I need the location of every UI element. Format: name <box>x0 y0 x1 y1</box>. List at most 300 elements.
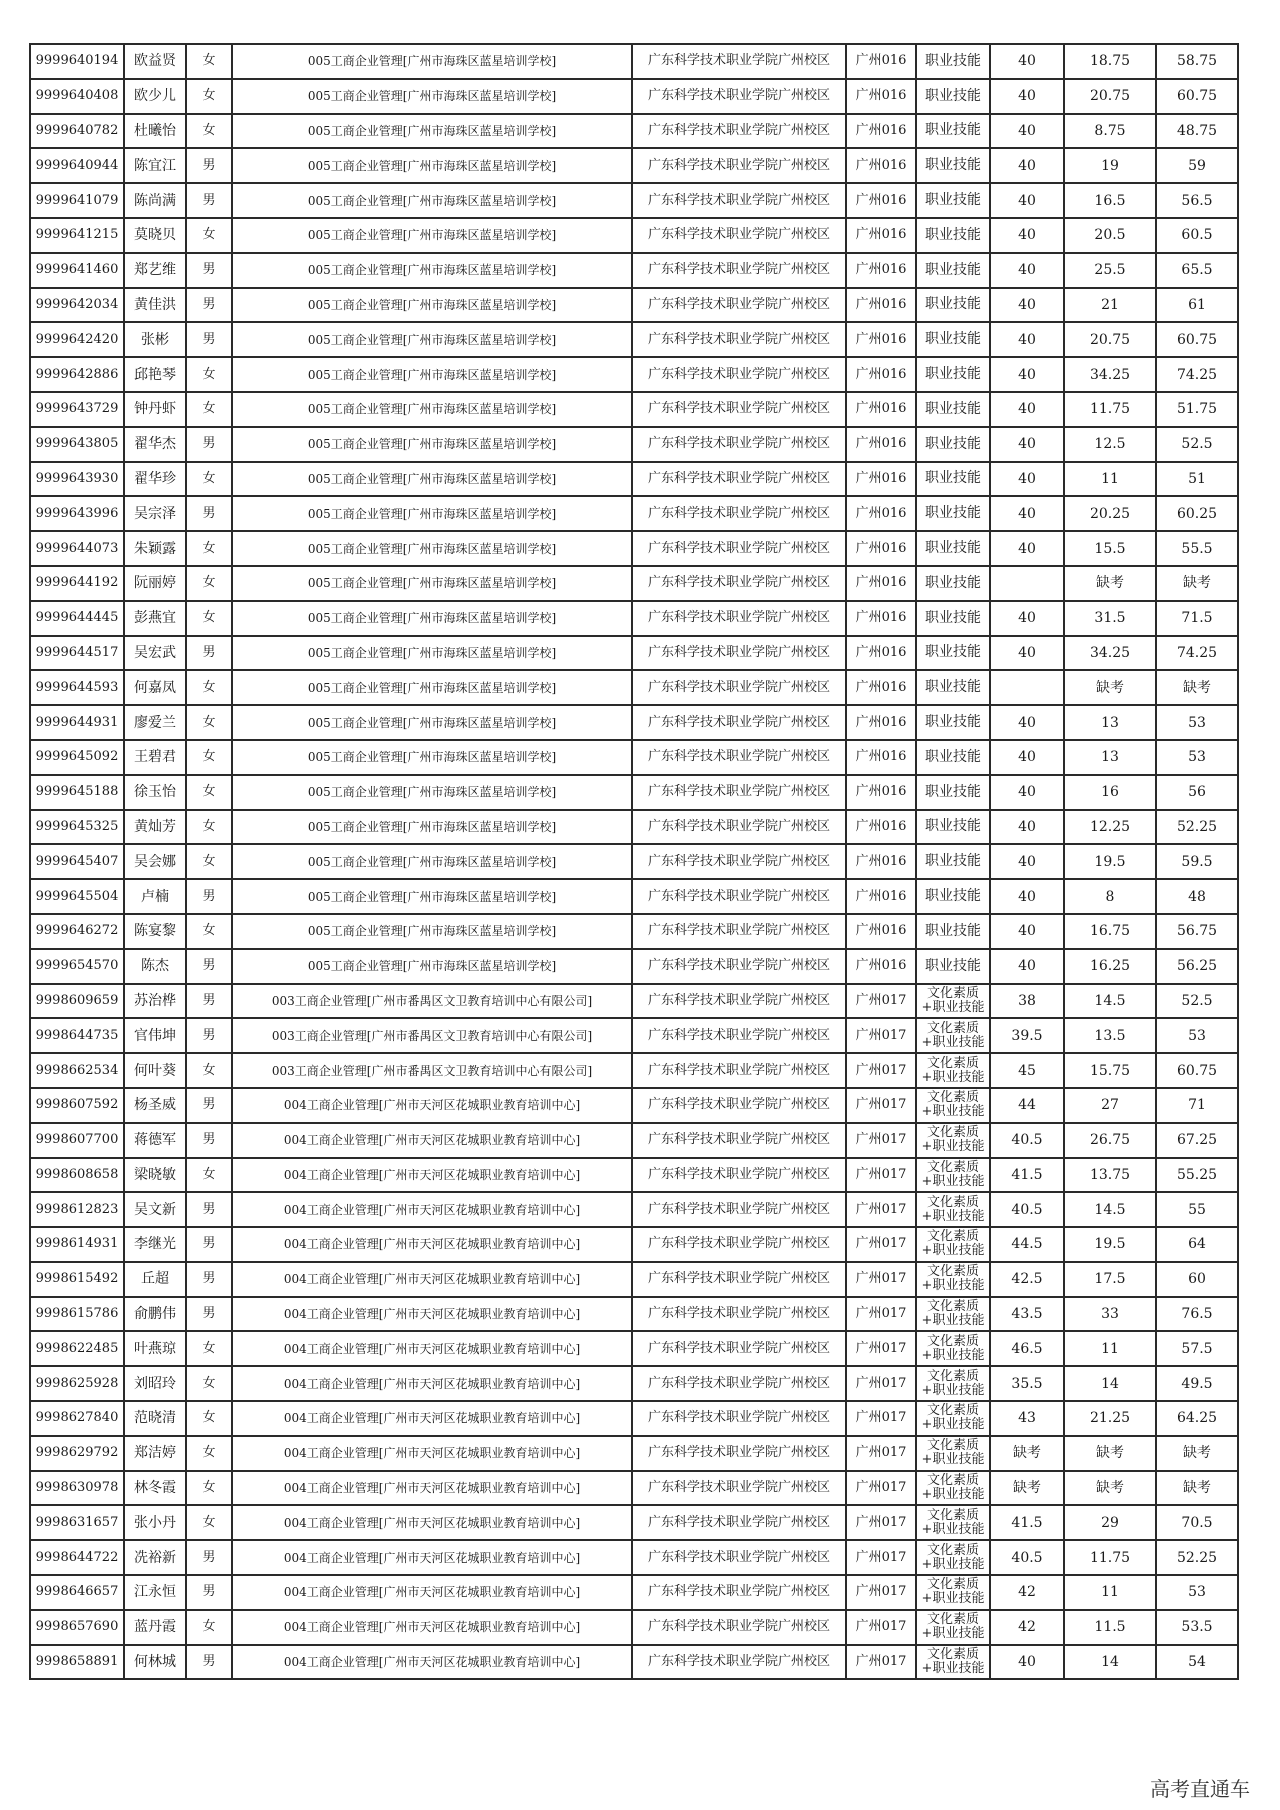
total-score-cell: 60.5 <box>1156 218 1238 253</box>
culture-score-cell: 40 <box>990 253 1064 288</box>
total-score-cell: 53.5 <box>1156 1610 1238 1645</box>
candidate-id-cell: 9998644722 <box>30 1540 124 1575</box>
major-school-cell: 005工商企业管理[广州市海珠区蓝星培训学校] <box>232 844 632 879</box>
total-score-cell: 65.5 <box>1156 253 1238 288</box>
gender-cell: 女 <box>186 357 232 392</box>
candidate-id-cell: 9999644445 <box>30 601 124 636</box>
exam-site-cell: 广东科学技术职业学院广州校区 <box>632 740 846 775</box>
table-row <box>30 148 1238 183</box>
total-score-cell: 52.5 <box>1156 427 1238 462</box>
candidate-name-cell: 莫晓贝 <box>124 218 186 253</box>
major-school-cell: 003工商企业管理[广州市番禺区文卫教育培训中心有限公司] <box>232 984 632 1019</box>
exam-room-cell: 广州017 <box>846 1192 916 1227</box>
exam-site-cell: 广东科学技术职业学院广州校区 <box>632 183 846 218</box>
gender-cell: 男 <box>186 1575 232 1610</box>
exam-site-cell: 广东科学技术职业学院广州校区 <box>632 705 846 740</box>
table-row <box>30 357 1238 392</box>
total-score-cell: 54 <box>1156 1645 1238 1680</box>
exam-site-cell: 广东科学技术职业学院广州校区 <box>632 148 846 183</box>
total-score-cell: 缺考 <box>1156 1436 1238 1471</box>
exam-room-cell: 广州016 <box>846 357 916 392</box>
gender-cell: 男 <box>186 1227 232 1262</box>
skill-score-cell: 15.5 <box>1064 531 1156 566</box>
table-row <box>30 670 1238 705</box>
exam-category-cell: 职业技能 <box>916 392 990 427</box>
culture-score-cell: 40 <box>990 879 1064 914</box>
gender-cell: 男 <box>186 496 232 531</box>
exam-room-cell: 广州017 <box>846 984 916 1019</box>
skill-score-cell: 19.5 <box>1064 844 1156 879</box>
candidate-id-cell: 9998662534 <box>30 1053 124 1088</box>
culture-score-cell: 40 <box>990 79 1064 114</box>
candidate-id-cell: 9999644593 <box>30 670 124 705</box>
candidate-name-cell: 陈宜江 <box>124 148 186 183</box>
exam-room-cell: 广州017 <box>846 1123 916 1158</box>
major-school-cell: 004工商企业管理[广州市天河区花城职业教育培训中心] <box>232 1610 632 1645</box>
major-school-cell: 004工商企业管理[广州市天河区花城职业教育培训中心] <box>232 1540 632 1575</box>
exam-category-cell: 职业技能 <box>916 914 990 949</box>
table-row <box>30 114 1238 149</box>
candidate-name-cell: 张小丹 <box>124 1505 186 1540</box>
exam-site-cell: 广东科学技术职业学院广州校区 <box>632 670 846 705</box>
exam-category-cell: 职业技能 <box>916 79 990 114</box>
major-school-cell: 004工商企业管理[广州市天河区花城职业教育培训中心] <box>232 1158 632 1193</box>
candidate-name-cell: 何叶葵 <box>124 1053 186 1088</box>
culture-score-cell: 42.5 <box>990 1262 1064 1297</box>
total-score-cell: 53 <box>1156 705 1238 740</box>
exam-site-cell: 广东科学技术职业学院广州校区 <box>632 601 846 636</box>
candidate-id-cell: 9999641460 <box>30 253 124 288</box>
gender-cell: 男 <box>186 1540 232 1575</box>
skill-score-cell: 19.5 <box>1064 1227 1156 1262</box>
candidate-id-cell: 9998612823 <box>30 1192 124 1227</box>
exam-category-cell: 文化素质+职业技能 <box>916 1331 990 1366</box>
exam-category-cell: 文化素质+职业技能 <box>916 1575 990 1610</box>
table-row <box>30 183 1238 218</box>
skill-score-cell: 20.25 <box>1064 496 1156 531</box>
exam-room-cell: 广州017 <box>846 1331 916 1366</box>
exam-category-cell: 文化素质+职业技能 <box>916 1505 990 1540</box>
major-school-cell: 003工商企业管理[广州市番禺区文卫教育培训中心有限公司] <box>232 1018 632 1053</box>
exam-site-cell: 广东科学技术职业学院广州校区 <box>632 44 846 79</box>
exam-room-cell: 广州017 <box>846 1262 916 1297</box>
exam-category-cell: 文化素质+职业技能 <box>916 1645 990 1680</box>
candidate-name-cell: 吴宗泽 <box>124 496 186 531</box>
candidate-id-cell: 9999645407 <box>30 844 124 879</box>
candidate-id-cell: 9999642886 <box>30 357 124 392</box>
table-row <box>30 566 1238 601</box>
exam-category-cell: 职业技能 <box>916 740 990 775</box>
table-row <box>30 1331 1238 1366</box>
skill-score-cell: 20.75 <box>1064 322 1156 357</box>
exam-site-cell: 广东科学技术职业学院广州校区 <box>632 1297 846 1332</box>
skill-score-cell: 27 <box>1064 1088 1156 1123</box>
table-row <box>30 914 1238 949</box>
candidate-name-cell: 刘昭玲 <box>124 1366 186 1401</box>
candidate-id-cell: 9999644192 <box>30 566 124 601</box>
skill-score-cell: 17.5 <box>1064 1262 1156 1297</box>
total-score-cell: 61 <box>1156 288 1238 323</box>
gender-cell: 女 <box>186 114 232 149</box>
table-row <box>30 392 1238 427</box>
table-row <box>30 1436 1238 1471</box>
major-school-cell: 003工商企业管理[广州市番禺区文卫教育培训中心有限公司] <box>232 1053 632 1088</box>
culture-score-cell: 40 <box>990 148 1064 183</box>
culture-score-cell: 42 <box>990 1610 1064 1645</box>
major-school-cell: 005工商企业管理[广州市海珠区蓝星培训学校] <box>232 288 632 323</box>
candidate-id-cell: 9999643805 <box>30 427 124 462</box>
exam-category-cell: 职业技能 <box>916 496 990 531</box>
candidate-id-cell: 9998629792 <box>30 1436 124 1471</box>
total-score-cell: 59.5 <box>1156 844 1238 879</box>
gender-cell: 女 <box>186 1505 232 1540</box>
skill-score-cell: 14.5 <box>1064 1192 1156 1227</box>
candidate-id-cell: 9999640782 <box>30 114 124 149</box>
gender-cell: 女 <box>186 810 232 845</box>
table-row <box>30 949 1238 984</box>
skill-score-cell: 8 <box>1064 879 1156 914</box>
candidate-id-cell: 9998631657 <box>30 1505 124 1540</box>
candidate-id-cell: 9998625928 <box>30 1366 124 1401</box>
exam-category-cell: 文化素质+职业技能 <box>916 1610 990 1645</box>
candidate-name-cell: 廖爱兰 <box>124 705 186 740</box>
major-school-cell: 004工商企业管理[广州市天河区花城职业教育培训中心] <box>232 1366 632 1401</box>
exam-room-cell: 广州016 <box>846 253 916 288</box>
culture-score-cell: 46.5 <box>990 1331 1064 1366</box>
exam-site-cell: 广东科学技术职业学院广州校区 <box>632 949 846 984</box>
candidate-name-cell: 吴宏武 <box>124 636 186 671</box>
major-school-cell: 005工商企业管理[广州市海珠区蓝星培训学校] <box>232 44 632 79</box>
major-school-cell: 005工商企业管理[广州市海珠区蓝星培训学校] <box>232 566 632 601</box>
candidate-id-cell: 9998630978 <box>30 1471 124 1506</box>
table-row <box>30 44 1238 79</box>
candidate-name-cell: 何林城 <box>124 1645 186 1680</box>
candidate-name-cell: 黄灿芳 <box>124 810 186 845</box>
exam-site-cell: 广东科学技术职业学院广州校区 <box>632 114 846 149</box>
footer-brand: 高考直通车 <box>1150 1777 1250 1801</box>
total-score-cell: 60.75 <box>1156 1053 1238 1088</box>
candidate-id-cell: 9999640944 <box>30 148 124 183</box>
culture-score-cell: 40 <box>990 427 1064 462</box>
exam-site-cell: 广东科学技术职业学院广州校区 <box>632 1018 846 1053</box>
exam-site-cell: 广东科学技术职业学院广州校区 <box>632 1401 846 1436</box>
candidate-name-cell: 吴文新 <box>124 1192 186 1227</box>
exam-room-cell: 广州016 <box>846 218 916 253</box>
exam-category-cell: 职业技能 <box>916 636 990 671</box>
skill-score-cell: 18.75 <box>1064 44 1156 79</box>
gender-cell: 女 <box>186 1471 232 1506</box>
exam-site-cell: 广东科学技术职业学院广州校区 <box>632 1575 846 1610</box>
skill-score-cell: 11.75 <box>1064 392 1156 427</box>
culture-score-cell: 41.5 <box>990 1158 1064 1193</box>
skill-score-cell: 14.5 <box>1064 984 1156 1019</box>
gender-cell: 女 <box>186 1366 232 1401</box>
candidate-name-cell: 张彬 <box>124 322 186 357</box>
total-score-cell: 57.5 <box>1156 1331 1238 1366</box>
major-school-cell: 004工商企业管理[广州市天河区花城职业教育培训中心] <box>232 1331 632 1366</box>
candidate-name-cell: 陈杰 <box>124 949 186 984</box>
exam-site-cell: 广东科学技术职业学院广州校区 <box>632 879 846 914</box>
major-school-cell: 005工商企业管理[广州市海珠区蓝星培训学校] <box>232 253 632 288</box>
exam-room-cell: 广州017 <box>846 1436 916 1471</box>
exam-site-cell: 广东科学技术职业学院广州校区 <box>632 914 846 949</box>
exam-room-cell: 广州016 <box>846 496 916 531</box>
major-school-cell: 005工商企业管理[广州市海珠区蓝星培训学校] <box>232 601 632 636</box>
candidate-id-cell: 9999644517 <box>30 636 124 671</box>
candidate-name-cell: 彭燕宜 <box>124 601 186 636</box>
candidate-name-cell: 翟华珍 <box>124 462 186 497</box>
table-row <box>30 1297 1238 1332</box>
gender-cell: 男 <box>186 322 232 357</box>
exam-site-cell: 广东科学技术职业学院广州校区 <box>632 636 846 671</box>
total-score-cell: 缺考 <box>1156 1471 1238 1506</box>
exam-room-cell: 广州017 <box>846 1575 916 1610</box>
exam-site-cell: 广东科学技术职业学院广州校区 <box>632 427 846 462</box>
exam-category-cell: 文化素质+职业技能 <box>916 1540 990 1575</box>
candidate-id-cell: 9999645188 <box>30 775 124 810</box>
candidate-id-cell: 9998615492 <box>30 1262 124 1297</box>
total-score-cell: 60.75 <box>1156 322 1238 357</box>
candidate-name-cell: 陈尚满 <box>124 183 186 218</box>
culture-score-cell: 40 <box>990 740 1064 775</box>
total-score-cell: 74.25 <box>1156 636 1238 671</box>
candidate-name-cell: 李继光 <box>124 1227 186 1262</box>
candidate-id-cell: 9998607592 <box>30 1088 124 1123</box>
candidate-id-cell: 9999643930 <box>30 462 124 497</box>
gender-cell: 女 <box>186 705 232 740</box>
table-row <box>30 1053 1238 1088</box>
culture-score-cell: 40 <box>990 44 1064 79</box>
candidate-name-cell: 翟华杰 <box>124 427 186 462</box>
table-row <box>30 1645 1238 1680</box>
culture-score-cell: 44 <box>990 1088 1064 1123</box>
culture-score-cell: 40 <box>990 114 1064 149</box>
total-score-cell: 59 <box>1156 148 1238 183</box>
exam-site-cell: 广东科学技术职业学院广州校区 <box>632 1610 846 1645</box>
exam-room-cell: 广州017 <box>846 1645 916 1680</box>
table-row <box>30 462 1238 497</box>
major-school-cell: 005工商企业管理[广州市海珠区蓝星培训学校] <box>232 879 632 914</box>
major-school-cell: 005工商企业管理[广州市海珠区蓝星培训学校] <box>232 427 632 462</box>
gender-cell: 男 <box>186 288 232 323</box>
candidate-name-cell: 杜曦怡 <box>124 114 186 149</box>
candidate-id-cell: 9999654570 <box>30 949 124 984</box>
exam-category-cell: 文化素质+职业技能 <box>916 1088 990 1123</box>
culture-score-cell: 缺考 <box>990 1436 1064 1471</box>
culture-score-cell: 40 <box>990 183 1064 218</box>
skill-score-cell: 缺考 <box>1064 670 1156 705</box>
culture-score-cell: 40 <box>990 775 1064 810</box>
culture-score-cell: 40 <box>990 288 1064 323</box>
candidate-id-cell: 9998614931 <box>30 1227 124 1262</box>
major-school-cell: 004工商企业管理[广州市天河区花城职业教育培训中心] <box>232 1645 632 1680</box>
exam-site-cell: 广东科学技术职业学院广州校区 <box>632 462 846 497</box>
table-row <box>30 984 1238 1019</box>
exam-category-cell: 职业技能 <box>916 183 990 218</box>
exam-room-cell: 广州017 <box>846 1366 916 1401</box>
table-row <box>30 1018 1238 1053</box>
exam-room-cell: 广州016 <box>846 183 916 218</box>
culture-score-cell: 40 <box>990 462 1064 497</box>
table-row <box>30 844 1238 879</box>
table-row <box>30 740 1238 775</box>
exam-category-cell: 职业技能 <box>916 253 990 288</box>
candidate-name-cell: 梁晓敏 <box>124 1158 186 1193</box>
candidate-id-cell: 9998657690 <box>30 1610 124 1645</box>
culture-score-cell: 35.5 <box>990 1366 1064 1401</box>
exam-category-cell: 职业技能 <box>916 810 990 845</box>
exam-site-cell: 广东科学技术职业学院广州校区 <box>632 1471 846 1506</box>
candidate-id-cell: 9999643729 <box>30 392 124 427</box>
major-school-cell: 004工商企业管理[广州市天河区花城职业教育培训中心] <box>232 1088 632 1123</box>
culture-score-cell: 41.5 <box>990 1505 1064 1540</box>
candidate-id-cell: 9999644931 <box>30 705 124 740</box>
exam-category-cell: 文化素质+职业技能 <box>916 1297 990 1332</box>
total-score-cell: 60.25 <box>1156 496 1238 531</box>
skill-score-cell: 31.5 <box>1064 601 1156 636</box>
skill-score-cell: 16.25 <box>1064 949 1156 984</box>
exam-site-cell: 广东科学技术职业学院广州校区 <box>632 1540 846 1575</box>
skill-score-cell: 13.5 <box>1064 1018 1156 1053</box>
major-school-cell: 005工商企业管理[广州市海珠区蓝星培训学校] <box>232 914 632 949</box>
candidate-id-cell: 9999641215 <box>30 218 124 253</box>
candidate-id-cell: 9999643996 <box>30 496 124 531</box>
skill-score-cell: 11.75 <box>1064 1540 1156 1575</box>
gender-cell: 女 <box>186 914 232 949</box>
skill-score-cell: 缺考 <box>1064 1436 1156 1471</box>
exam-category-cell: 职业技能 <box>916 949 990 984</box>
culture-score-cell: 45 <box>990 1053 1064 1088</box>
exam-room-cell: 广州016 <box>846 148 916 183</box>
total-score-cell: 60 <box>1156 1262 1238 1297</box>
exam-room-cell: 广州017 <box>846 1088 916 1123</box>
skill-score-cell: 29 <box>1064 1505 1156 1540</box>
table-row <box>30 531 1238 566</box>
gender-cell: 女 <box>186 775 232 810</box>
exam-category-cell: 文化素质+职业技能 <box>916 1158 990 1193</box>
total-score-cell: 缺考 <box>1156 566 1238 601</box>
major-school-cell: 005工商企业管理[广州市海珠区蓝星培训学校] <box>232 531 632 566</box>
skill-score-cell: 缺考 <box>1064 566 1156 601</box>
candidate-name-cell: 欧少儿 <box>124 79 186 114</box>
culture-score-cell: 40.5 <box>990 1540 1064 1575</box>
gender-cell: 女 <box>186 601 232 636</box>
candidate-name-cell: 苏治桦 <box>124 984 186 1019</box>
exam-category-cell: 职业技能 <box>916 114 990 149</box>
exam-site-cell: 广东科学技术职业学院广州校区 <box>632 496 846 531</box>
total-score-cell: 56.5 <box>1156 183 1238 218</box>
culture-score-cell: 39.5 <box>990 1018 1064 1053</box>
skill-score-cell: 11 <box>1064 1331 1156 1366</box>
exam-room-cell: 广州016 <box>846 914 916 949</box>
gender-cell: 女 <box>186 1610 232 1645</box>
exam-room-cell: 广州017 <box>846 1471 916 1506</box>
exam-room-cell: 广州016 <box>846 879 916 914</box>
exam-site-cell: 广东科学技术职业学院广州校区 <box>632 1645 846 1680</box>
gender-cell: 男 <box>186 879 232 914</box>
candidate-id-cell: 9998646657 <box>30 1575 124 1610</box>
culture-score-cell: 40 <box>990 392 1064 427</box>
table-row <box>30 218 1238 253</box>
exam-category-cell: 职业技能 <box>916 879 990 914</box>
total-score-cell: 48.75 <box>1156 114 1238 149</box>
exam-site-cell: 广东科学技术职业学院广州校区 <box>632 1227 846 1262</box>
major-school-cell: 005工商企业管理[广州市海珠区蓝星培训学校] <box>232 148 632 183</box>
culture-score-cell: 40 <box>990 357 1064 392</box>
exam-site-cell: 广东科学技术职业学院广州校区 <box>632 775 846 810</box>
candidate-id-cell: 9998627840 <box>30 1401 124 1436</box>
gender-cell: 女 <box>186 566 232 601</box>
skill-score-cell: 11 <box>1064 462 1156 497</box>
skill-score-cell: 14 <box>1064 1645 1156 1680</box>
candidate-name-cell: 欧益贤 <box>124 44 186 79</box>
skill-score-cell: 12.5 <box>1064 427 1156 462</box>
total-score-cell: 52.25 <box>1156 1540 1238 1575</box>
table-row <box>30 427 1238 462</box>
skill-score-cell: 14 <box>1064 1366 1156 1401</box>
culture-score-cell: 42 <box>990 1575 1064 1610</box>
table-row <box>30 1088 1238 1123</box>
culture-score-cell: 40 <box>990 531 1064 566</box>
candidate-name-cell: 丘超 <box>124 1262 186 1297</box>
exam-site-cell: 广东科学技术职业学院广州校区 <box>632 810 846 845</box>
exam-site-cell: 广东科学技术职业学院广州校区 <box>632 218 846 253</box>
candidate-name-cell: 江永恒 <box>124 1575 186 1610</box>
total-score-cell: 58.75 <box>1156 44 1238 79</box>
exam-site-cell: 广东科学技术职业学院广州校区 <box>632 1158 846 1193</box>
gender-cell: 女 <box>186 1158 232 1193</box>
gender-cell: 男 <box>186 427 232 462</box>
candidate-name-cell: 卢楠 <box>124 879 186 914</box>
skill-score-cell: 33 <box>1064 1297 1156 1332</box>
culture-score-cell <box>990 566 1064 601</box>
skill-score-cell: 11 <box>1064 1575 1156 1610</box>
major-school-cell: 005工商企业管理[广州市海珠区蓝星培训学校] <box>232 218 632 253</box>
exam-category-cell: 职业技能 <box>916 218 990 253</box>
exam-room-cell: 广州016 <box>846 79 916 114</box>
exam-category-cell: 职业技能 <box>916 844 990 879</box>
table-row <box>30 1158 1238 1193</box>
major-school-cell: 004工商企业管理[广州市天河区花城职业教育培训中心] <box>232 1192 632 1227</box>
candidate-id-cell: 9998608658 <box>30 1158 124 1193</box>
candidate-name-cell: 郑艺维 <box>124 253 186 288</box>
major-school-cell: 004工商企业管理[广州市天河区花城职业教育培训中心] <box>232 1123 632 1158</box>
exam-category-cell: 职业技能 <box>916 601 990 636</box>
exam-category-cell: 文化素质+职业技能 <box>916 1018 990 1053</box>
exam-room-cell: 广州016 <box>846 462 916 497</box>
candidate-name-cell: 杨圣威 <box>124 1088 186 1123</box>
exam-site-cell: 广东科学技术职业学院广州校区 <box>632 984 846 1019</box>
skill-score-cell: 34.25 <box>1064 357 1156 392</box>
table-row <box>30 636 1238 671</box>
total-score-cell: 52.25 <box>1156 810 1238 845</box>
skill-score-cell: 16.75 <box>1064 914 1156 949</box>
exam-category-cell: 职业技能 <box>916 148 990 183</box>
total-score-cell: 55 <box>1156 1192 1238 1227</box>
skill-score-cell: 13 <box>1064 740 1156 775</box>
score-table-body <box>30 44 1238 1679</box>
total-score-cell: 71 <box>1156 1088 1238 1123</box>
skill-score-cell: 15.75 <box>1064 1053 1156 1088</box>
table-row <box>30 322 1238 357</box>
exam-room-cell: 广州016 <box>846 566 916 601</box>
gender-cell: 女 <box>186 670 232 705</box>
total-score-cell: 71.5 <box>1156 601 1238 636</box>
gender-cell: 男 <box>186 148 232 183</box>
candidate-name-cell: 蒋德军 <box>124 1123 186 1158</box>
culture-score-cell: 40 <box>990 322 1064 357</box>
exam-category-cell: 文化素质+职业技能 <box>916 1366 990 1401</box>
